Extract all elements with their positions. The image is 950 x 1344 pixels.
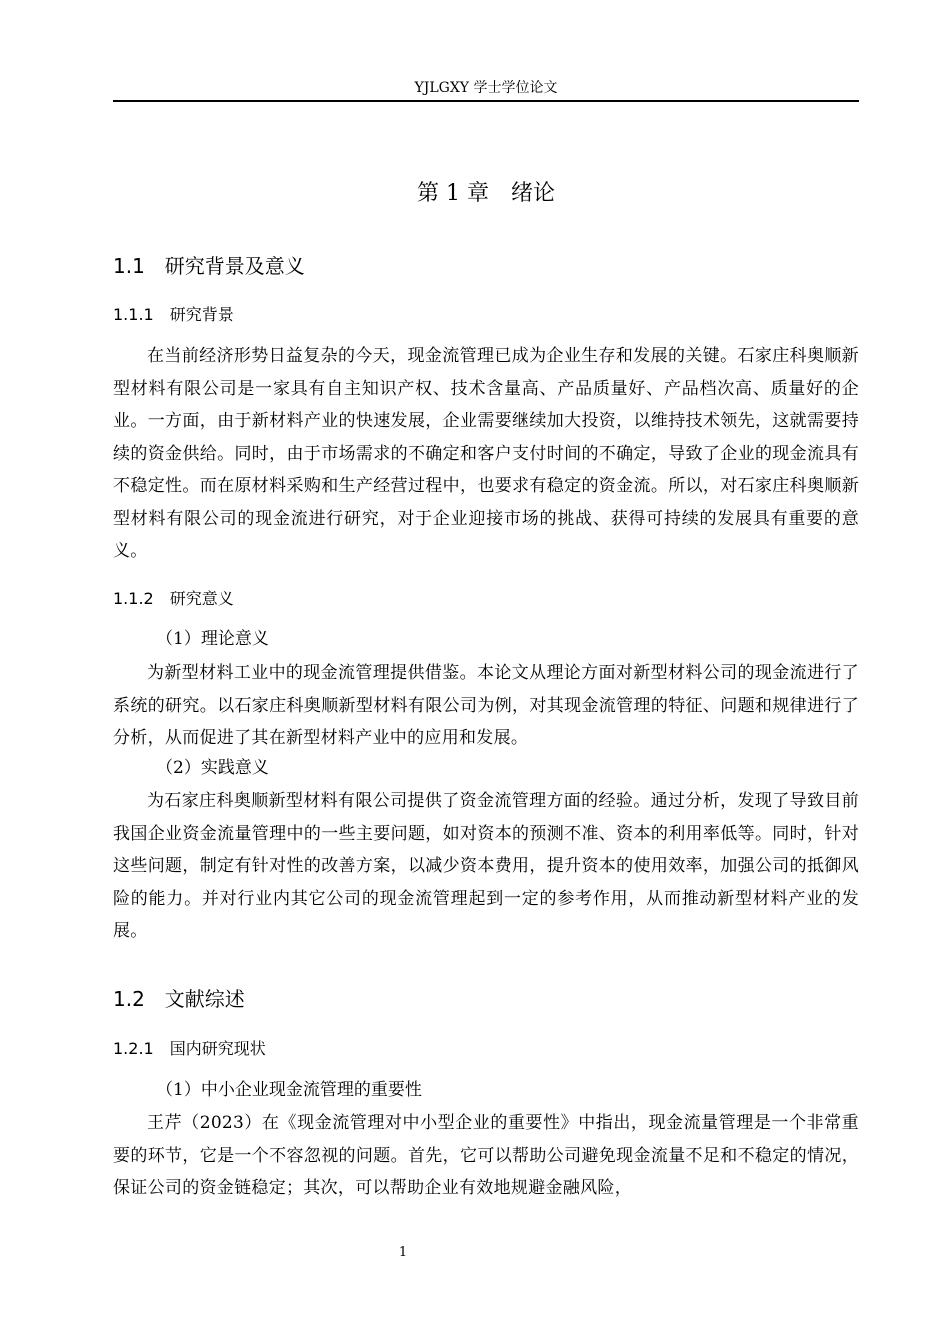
header-rule bbox=[113, 100, 859, 102]
subsection-heading-1-1-1: 1.1.1 研究背景 bbox=[113, 305, 234, 324]
subsection-heading-1-2-1: 1.2.1 国内研究现状 bbox=[113, 1039, 266, 1058]
subsection-heading-1-1-2: 1.1.2 研究意义 bbox=[113, 589, 234, 608]
running-header: YJLGXY 学士学位论文 bbox=[414, 80, 558, 96]
section-heading-1-1: 1.1 研究背景及意义 bbox=[113, 254, 305, 278]
paragraph-domestic-research: 王芹（2023）在《现金流管理对中小型企业的重要性》中指出，现金流量管理是一个非常重要的环节，它是一个不容忽视的问题。首先，它可以帮助公司避免现金流量不足和不稳定的情况，保证公司的资金链稳定；其次，可以帮助企业有效地规避金融风险， bbox=[113, 1113, 859, 1198]
list-item-sme-cashflow-importance: （1）中小企业现金流管理的重要性 bbox=[156, 1080, 422, 1100]
paragraph-theoretical-significance: 为新型材料工业中的现金流管理提供借鉴。本论文从理论方面对新型材料公司的现金流进行了系统的研究。以石家庄科奥顺新型材料有限公司为例，对其现金流管理的特征、问题和规律进行了分析，从而促进了其在新型材料产业中的应用和发展。 bbox=[113, 663, 859, 748]
paragraph-practical-significance: 为石家庄科奥顺新型材料有限公司提供了资金流管理方面的经验。通过分析，发现了导致目前我国企业资金流量管理中的一些主要问题，如对资本的预测不准、资本的利用率低等。同时，针对这些问题，制定有针对性的改善方案，以减少资本费用，提升资本的使用效率，加强公司的抵御风险的能力。并对行业内其它公司的现金流管理起到一定的参考作用，从而推动新型材料产业的发展。 bbox=[113, 791, 859, 941]
chapter-title: 第 1 章 绪论 bbox=[417, 181, 555, 206]
section-heading-1-2: 1.2 文献综述 bbox=[113, 987, 245, 1011]
list-item-practical-significance: （2）实践意义 bbox=[156, 758, 269, 778]
list-item-theoretical-significance: （1）理论意义 bbox=[156, 629, 269, 649]
paragraph-research-background: 在当前经济形势日益复杂的今天，现金流管理已成为企业生存和发展的关键。石家庄科奥顺新型材料有限公司是一家具有自主知识产权、技术含量高、产品质量好、产品档次高、质量好的企业。一方面，由于新材料产业的快速发展，企业需要继续加大投资，以维持技术领先，这就需要持续的资金供给。同时，由于市场需求的不确定和客户支付时间的不确定，导致了企业的现金流具有不稳定性。而在原材料采购和生产经营过程中，也要求有稳定的资金流。所以，对石家庄科奥顺新型材料有限公司的现金流进行研究，对于企业迎接市场的挑战、获得可持续的发展具有重要的意义。 bbox=[113, 346, 859, 561]
page-number: 1 bbox=[398, 1245, 408, 1260]
